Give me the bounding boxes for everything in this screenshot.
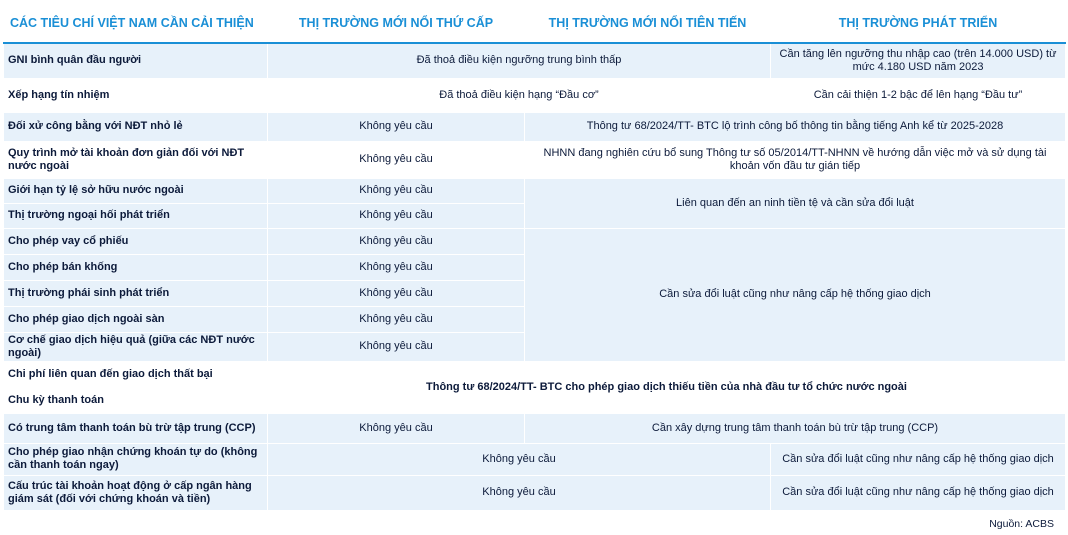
row-label: Đối xử công bằng với NĐT nhỏ lẻ — [4, 112, 268, 141]
table-row — [4, 443, 1066, 475]
row-label: Quy trình mở tài khoản đơn giản đối với NĐT nước ngoài — [4, 141, 268, 178]
cell: Cần cải thiện 1-2 bậc để lên hạng “Đầu tư” — [771, 78, 1066, 112]
row-label: Cho phép giao dịch ngoài sàn — [4, 306, 268, 332]
row-label: Giới hạn tỷ lệ sở hữu nước ngoài — [4, 178, 268, 203]
cell: Không yêu cầu — [268, 112, 525, 141]
cell: Cần sửa đổi luật cũng như nâng cấp hệ thống giao dịch — [525, 228, 1066, 361]
table-row — [4, 43, 1066, 78]
criteria-table — [3, 3, 1066, 511]
cell: Thông tư 68/2024/TT- BTC lộ trình công bố thông tin bằng tiếng Anh kể từ 2025-2028 — [525, 112, 1066, 141]
cell: NHNN đang nghiên cứu bổ sung Thông tư số 05/2014/TT-NHNN về hướng dẫn việc mở và sử dụng tài khoản vốn đầu tư gián tiếp — [525, 141, 1066, 178]
row-label: GNI bình quân đầu người — [4, 43, 268, 78]
table-row — [4, 413, 1066, 443]
cell: Đã thoả điều kiện hạng “Đầu cơ” — [268, 78, 771, 112]
header-developed: THỊ TRƯỜNG PHÁT TRIỂN — [771, 4, 1066, 44]
table-row — [4, 475, 1066, 510]
header-advanced-emerging: THỊ TRƯỜNG MỚI NỔI TIÊN TIẾN — [525, 4, 771, 44]
row-label: Cho phép giao nhận chứng khoán tự do (không cần thanh toán ngay) — [4, 443, 268, 475]
row-label: Xếp hạng tín nhiệm — [4, 78, 268, 112]
header-criteria: CÁC TIÊU CHÍ VIỆT NAM CẦN CẢI THIỆN — [4, 4, 268, 44]
cell: Không yêu cầu — [268, 332, 525, 361]
cell: Không yêu cầu — [268, 413, 525, 443]
cell: Cần sửa đổi luật cũng như nâng cấp hệ thống giao dịch — [771, 475, 1066, 510]
cell: Cần xây dựng trung tâm thanh toán bù trừ tập trung (CCP) — [525, 413, 1066, 443]
header-secondary-emerging: THỊ TRƯỜNG MỚI NỔI THỨ CẤP — [268, 4, 525, 44]
row-label: Cơ chế giao dịch hiệu quả (giữa các NĐT nước ngoài) — [4, 332, 268, 361]
row-label: Thị trường phái sinh phát triển — [4, 280, 268, 306]
row-label: Có trung tâm thanh toán bù trừ tập trung (CCP) — [4, 413, 268, 443]
cell: Không yêu cầu — [268, 254, 525, 280]
cell: Liên quan đến an ninh tiền tệ và cần sửa đổi luật — [525, 178, 1066, 228]
cell: Không yêu cầu — [268, 306, 525, 332]
row-label: Thị trường ngoại hối phát triển — [4, 203, 268, 228]
row-label: Cho phép vay cổ phiếu — [4, 228, 268, 254]
cell: Không yêu cầu — [268, 475, 771, 510]
cell: Không yêu cầu — [268, 228, 525, 254]
cell: Thông tư 68/2024/TT- BTC cho phép giao dịch thiếu tiền của nhà đầu tư tổ chức nước ngoài — [268, 361, 1066, 413]
source-note: Nguồn: ACBS — [989, 518, 1054, 530]
table-row — [4, 178, 1066, 203]
table-row — [4, 78, 1066, 112]
row-label: Chu kỳ thanh toán — [4, 387, 268, 413]
row-label: Chi phí liên quan đến giao dịch thất bại — [4, 361, 268, 387]
table-row — [4, 141, 1066, 178]
cell: Không yêu cầu — [268, 280, 525, 306]
row-label: Cho phép bán khống — [4, 254, 268, 280]
cell: Không yêu cầu — [268, 178, 525, 203]
table-row — [4, 228, 1066, 254]
cell: Cần tăng lên ngưỡng thu nhập cao (trên 14.000 USD) từ mức 4.180 USD năm 2023 — [771, 43, 1066, 78]
table-row — [4, 112, 1066, 141]
cell: Không yêu cầu — [268, 443, 771, 475]
row-label: Cấu trúc tài khoản hoạt động ở cấp ngân hàng giám sát (đối với chứng khoán và tiền) — [4, 475, 268, 510]
cell: Không yêu cầu — [268, 141, 525, 178]
cell: Không yêu cầu — [268, 203, 525, 228]
header-row — [4, 4, 1066, 44]
cell: Cần sửa đổi luật cũng như nâng cấp hệ thống giao dịch — [771, 443, 1066, 475]
table-row — [4, 361, 1066, 387]
cell: Đã thoả điều kiện ngưỡng trung bình thấp — [268, 43, 771, 78]
